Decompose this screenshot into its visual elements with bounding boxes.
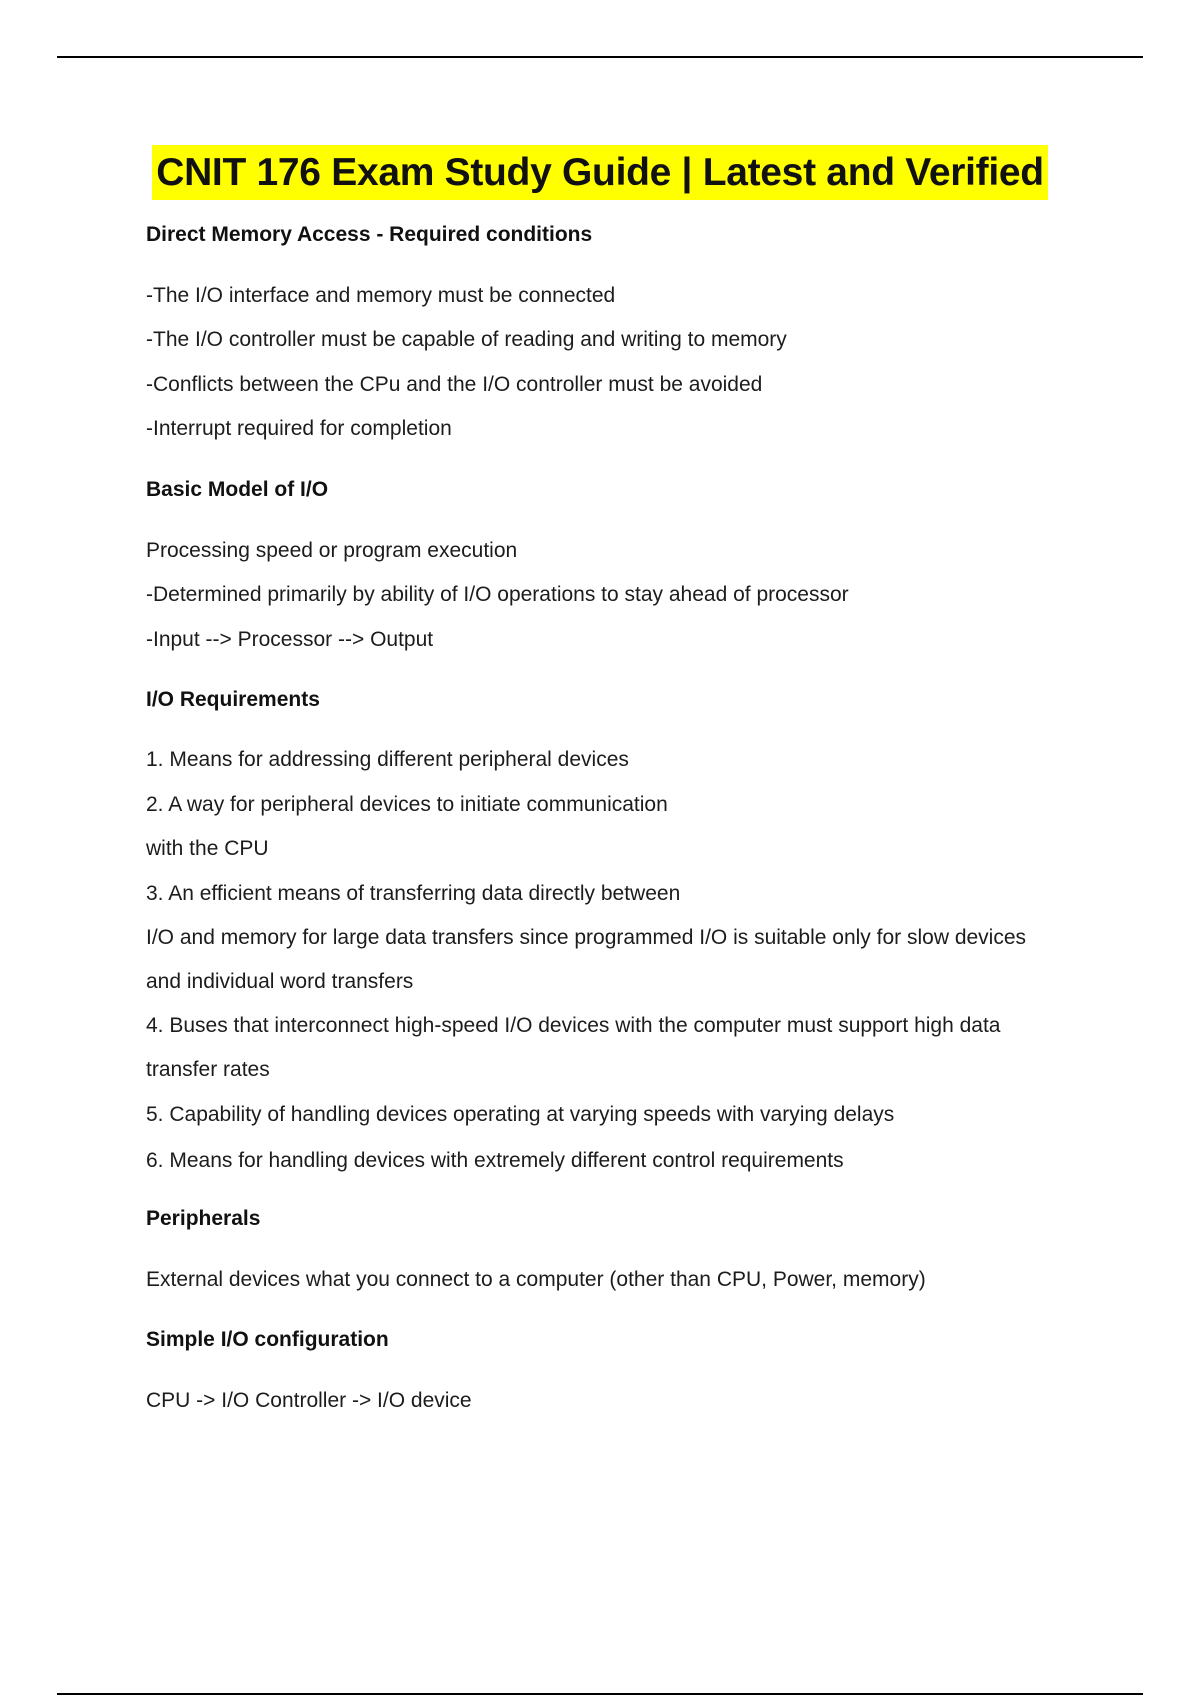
body-line: 6. Means for handling devices with extremely different control requirements — [146, 1149, 844, 1172]
body-line: External devices what you connect to a computer (other than CPU, Power, memory) — [146, 1268, 926, 1291]
body-line: -Interrupt required for completion — [146, 417, 452, 440]
bottom-rule — [57, 1693, 1143, 1695]
section-heading-basic-model: Basic Model of I/O — [146, 478, 329, 501]
body-line: -Determined primarily by ability of I/O operations to stay ahead of processor — [146, 583, 849, 606]
body-line: 5. Capability of handling devices operating at varying speeds with varying delays — [146, 1103, 895, 1126]
section-heading-dma: Direct Memory Access - Required conditions — [146, 223, 593, 246]
title-container — [0, 145, 1200, 200]
body-line: and individual word transfers — [146, 970, 414, 993]
body-line: 3. An efficient means of transferring data directly between — [146, 882, 681, 905]
body-line: 4. Buses that interconnect high-speed I/O devices with the computer must support high data — [146, 1014, 1001, 1037]
body-line: 2. A way for peripheral devices to initiate communication — [146, 793, 668, 816]
section-heading-io-requirements: I/O Requirements — [146, 688, 320, 711]
body-line: -Input --> Processor --> Output — [146, 628, 434, 651]
body-line: I/O and memory for large data transfers since programmed I/O is suitable only for slow devices — [146, 926, 1027, 949]
body-line: Processing speed or program execution — [146, 539, 518, 562]
section-heading-simple-io: Simple I/O configuration — [146, 1328, 389, 1351]
top-rule — [57, 56, 1143, 58]
section-heading-peripherals: Peripherals — [146, 1207, 261, 1230]
body-line: -The I/O controller must be capable of reading and writing to memory — [146, 328, 787, 351]
body-line: -Conflicts between the CPu and the I/O controller must be avoided — [146, 373, 763, 396]
body-line: -The I/O interface and memory must be connected — [146, 284, 616, 307]
body-line: with the CPU — [146, 837, 269, 860]
body-line: 1. Means for addressing different peripheral devices — [146, 748, 629, 771]
body-line: CPU -> I/O Controller -> I/O device — [146, 1389, 472, 1412]
body-line: transfer rates — [146, 1058, 270, 1081]
page-title: CNIT 176 Exam Study Guide | Latest and Verified — [152, 145, 1048, 200]
